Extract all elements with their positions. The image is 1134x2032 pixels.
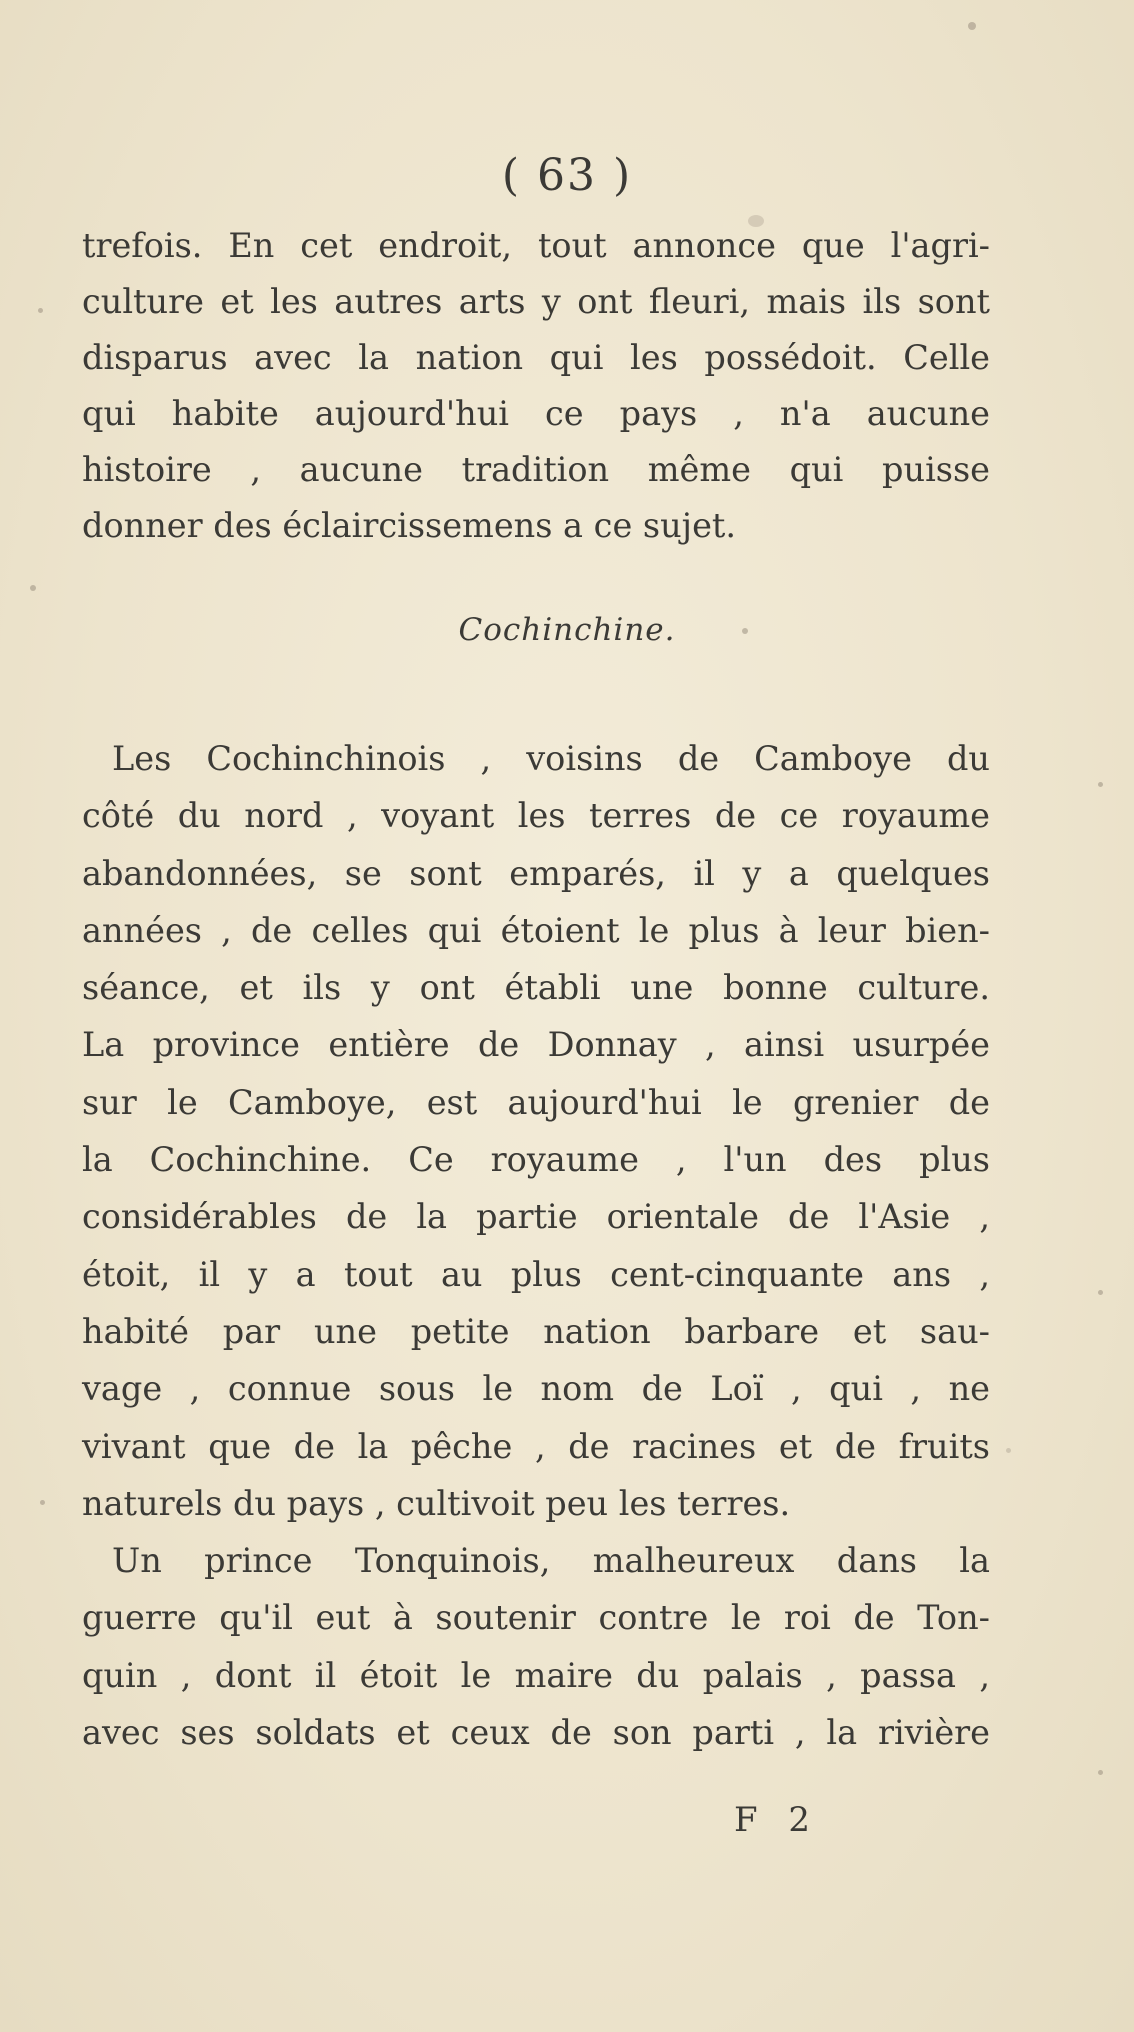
text-line: considérables de la partie orientale de l'Asie , [82, 1197, 990, 1237]
paper-speck [1098, 1290, 1103, 1295]
paragraph-1 [82, 218, 990, 554]
text-line: naturels du pays , cultivoit peu les terres. [82, 1483, 791, 1523]
text-line: culture et les autres arts y ont fleuri, mais ils sont [82, 282, 990, 321]
text-line: qui habite aujourd'hui ce pays , n'a aucune [82, 394, 990, 433]
paper-speck [30, 585, 36, 591]
text-line: vivant que de la pêche , de racines et de fruits [82, 1426, 990, 1466]
text-line: Un prince Tonquinois, malheureux dans la [112, 1541, 990, 1581]
text-line: sur le Camboye, est aujourd'hui le grenier de [82, 1082, 990, 1122]
page-number: ( 63 ) [501, 150, 633, 201]
text-line: La province entière de Donnay , ainsi usurpée [82, 1025, 990, 1065]
signature-mark: F 2 [734, 1800, 821, 1840]
text-line: années , de celles qui étoient le plus à leur bien- [82, 910, 990, 950]
paper-speck [40, 1500, 45, 1505]
text-line: avec ses soldats et ceux de son parti , la rivière [82, 1713, 990, 1753]
section-heading: Cochinchine. [458, 612, 676, 648]
text-line: vage , connue sous le nom de Loï , qui , ne [82, 1369, 990, 1409]
paper-speck [38, 308, 43, 313]
text-line: donner des éclaircissemens a ce sujet. [82, 506, 737, 545]
text-line: séance, et ils y ont établi une bonne culture. [82, 968, 990, 1008]
text-line: côté du nord , voyant les terres de ce royaume [82, 796, 990, 836]
paper-speck [1098, 1770, 1103, 1775]
text-line: habité par une petite nation barbare et sau- [82, 1311, 990, 1351]
text-line: la Cochinchine. Ce royaume , l'un des plus [82, 1140, 990, 1180]
body-text [82, 730, 990, 1761]
text-line: étoit, il y a tout au plus cent-cinquante ans , [82, 1254, 990, 1294]
paper-speck [968, 22, 976, 30]
text-line: Les Cochinchinois , voisins de Camboye du [112, 739, 990, 778]
text-line: abandonnées, se sont emparés, il y a quelques [82, 853, 990, 893]
text-line: quin , dont il étoit le maire du palais , passa , [82, 1655, 990, 1695]
text-line: guerre qu'il eut à soutenir contre le roi de Ton- [82, 1598, 990, 1638]
text-line: histoire , aucune tradition même qui puisse [82, 450, 990, 489]
paper-speck [1098, 782, 1103, 787]
paper-speck [1006, 1448, 1011, 1453]
text-line: trefois. En cet endroit, tout annonce que l'agri- [82, 226, 990, 265]
text-line: disparus avec la nation qui les possédoit. Celle [82, 338, 990, 377]
